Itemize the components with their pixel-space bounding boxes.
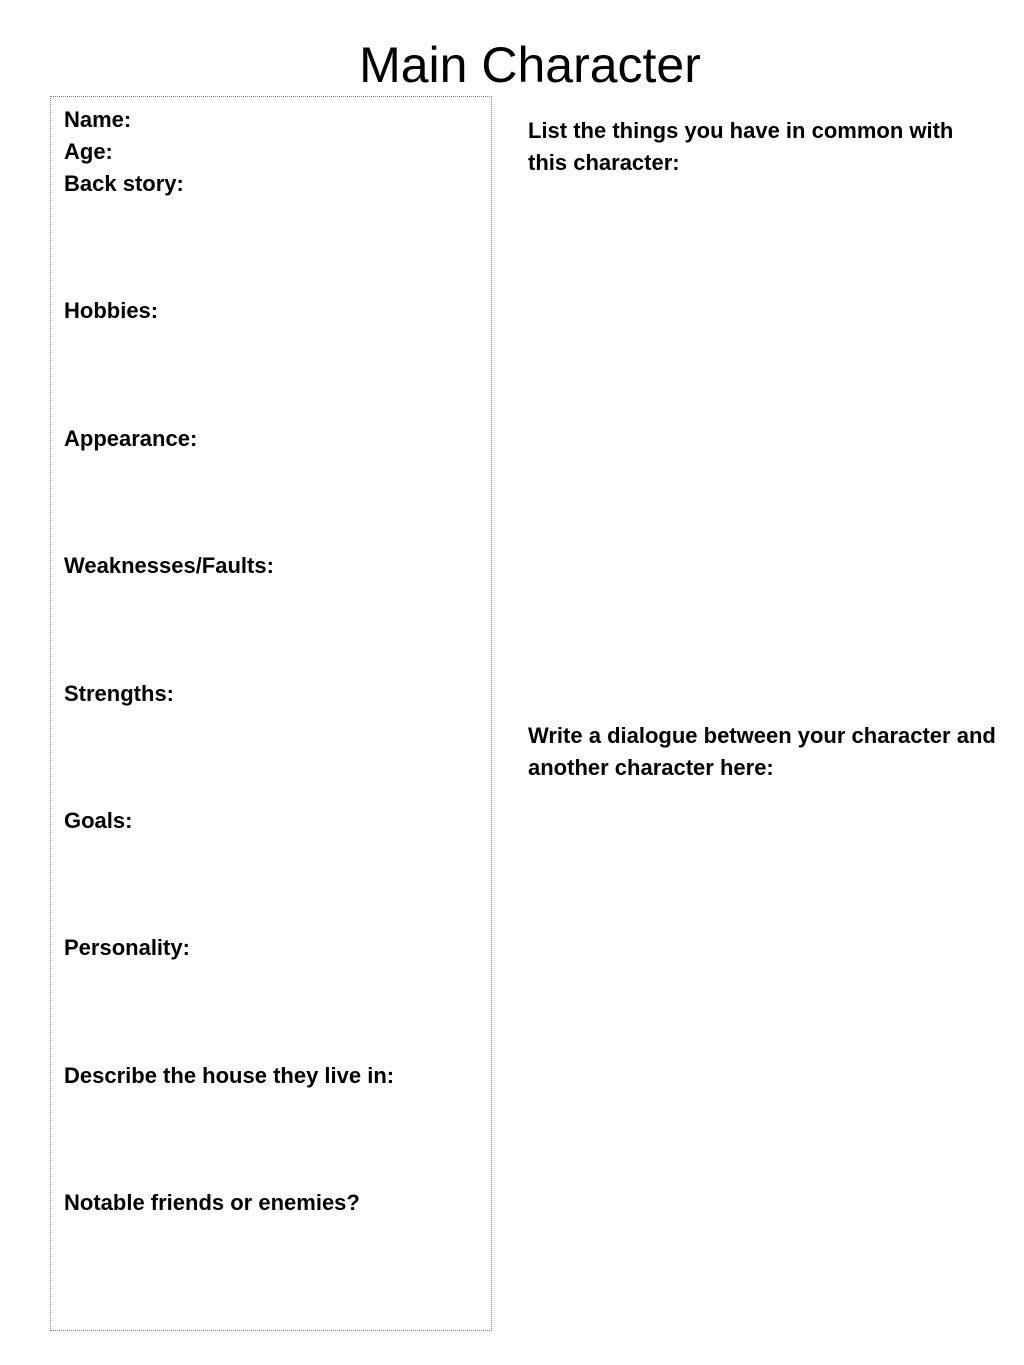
hobbies-field-label: Hobbies:: [64, 298, 159, 323]
back-story-field-label: Back story:: [64, 171, 184, 196]
character-profile-box: [50, 96, 492, 1331]
friends-enemies-field-label: Notable friends or enemies?: [64, 1190, 360, 1215]
dialogue-prompt: Write a dialogue between your character and another character here:: [528, 723, 996, 780]
page-title: Main Character: [359, 37, 701, 93]
personality-field-label: Personality:: [64, 935, 190, 960]
weaknesses-field-label: Weaknesses/Faults:: [64, 553, 274, 578]
house-field-label: Describe the house they live in:: [64, 1063, 395, 1088]
strengths-field-label: Strengths:: [64, 681, 174, 706]
appearance-field-label: Appearance:: [64, 426, 198, 451]
goals-field-label: Goals:: [64, 808, 133, 833]
in-common-prompt: List the things you have in common with this character:: [528, 118, 954, 175]
name-field-label: Name:: [64, 107, 132, 132]
age-field-label: Age:: [64, 139, 113, 164]
